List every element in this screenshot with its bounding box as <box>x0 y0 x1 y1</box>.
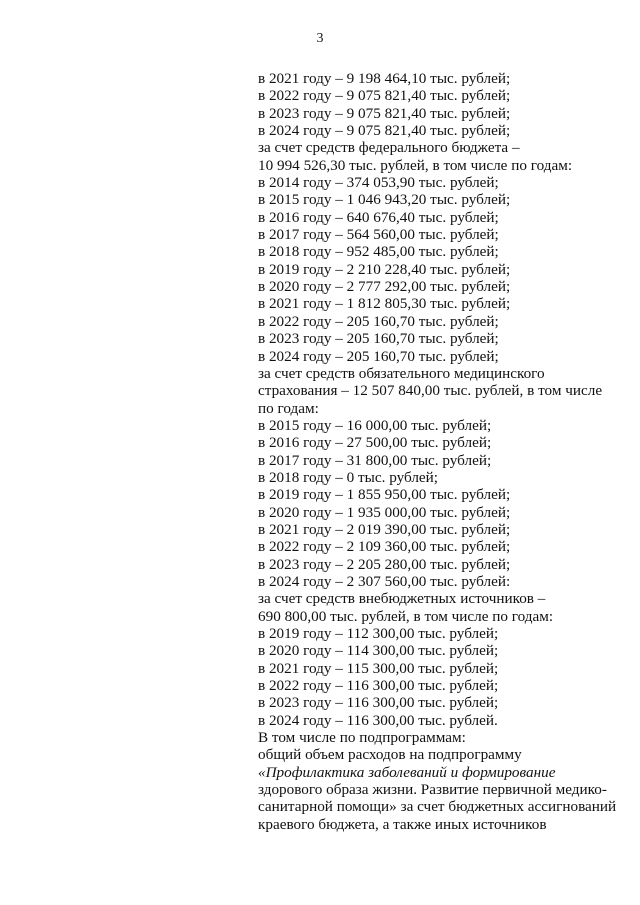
text-line: в 2022 году – 9 075 821,40 тыс. рублей; <box>258 87 511 105</box>
text-line: в 2020 году – 2 777 292,00 тыс. рублей; <box>258 278 511 296</box>
text-line: в 2021 году – 1 812 805,30 тыс. рублей; <box>258 295 511 313</box>
text-line: в 2019 году – 112 300,00 тыс. рублей; <box>258 625 499 642</box>
text-line: в 2018 году – 0 тыс. рублей; <box>258 468 439 486</box>
text-line: в 2015 году – 1 046 943,20 тыс. рублей; <box>258 191 511 209</box>
text-line: в 2021 году – 2 019 390,00 тыс. рублей; <box>258 520 511 538</box>
text-line: в 2017 году – 564 560,00 тыс. рублей; <box>258 226 499 244</box>
text-line: в 2017 году – 31 800,00 тыс. рублей; <box>258 451 492 469</box>
text-line-subprogram-name: «Профилактика заболеваний и формирование <box>258 763 556 781</box>
text-line: общий объем расходов на подпрограмму <box>258 746 522 764</box>
text-line: в 2016 году – 27 500,00 тыс. рублей; <box>258 434 492 452</box>
text-line: за счет средств обязательного медицинского <box>258 364 545 382</box>
text-line: 690 800,00 тыс. рублей, в том числе по годам: <box>258 607 554 625</box>
text-line: в 2015 году – 16 000,00 тыс. рублей; <box>258 416 492 434</box>
text-line: в 2022 году – 116 300,00 тыс. рублей; <box>258 677 499 695</box>
text-line: за счет средств внебюджетных источников – <box>258 590 546 608</box>
text-line: в 2020 году – 114 300,00 тыс. рублей; <box>258 642 499 660</box>
text-line: в 2022 году – 205 160,70 тыс. рублей; <box>258 312 499 330</box>
text-line: санитарной помощи» за счет бюджетных ассигнований <box>258 798 617 816</box>
text-line: краевого бюджета, а также иных источников <box>258 815 547 833</box>
text-line: в 2024 году – 116 300,00 тыс. рублей. <box>258 711 498 729</box>
document-body <box>258 70 618 833</box>
text-line: в 2021 году – 115 300,00 тыс. рублей; <box>258 659 499 677</box>
text-line: здорового образа жизни. Развитие первичной медико- <box>258 781 607 799</box>
text-line: по годам: <box>258 399 319 417</box>
text-line: в 2024 году – 9 075 821,40 тыс. рублей; <box>258 122 511 140</box>
text-line: В том числе по подпрограммам: <box>258 729 466 747</box>
text-line: в 2021 году – 9 198 464,10 тыс. рублей; <box>258 70 511 87</box>
text-line: в 2023 году – 116 300,00 тыс. рублей; <box>258 694 499 712</box>
text-line: 10 994 526,30 тыс. рублей, в том числе по годам: <box>258 156 573 174</box>
text-line: в 2019 году – 1 855 950,00 тыс. рублей; <box>258 486 511 504</box>
text-line: в 2016 году – 640 676,40 тыс. рублей; <box>258 208 499 226</box>
text-line: в 2023 году – 9 075 821,40 тыс. рублей; <box>258 104 511 122</box>
text-line: в 2022 году – 2 109 360,00 тыс. рублей; <box>258 538 511 556</box>
text-line: в 2014 году – 374 053,90 тыс. рублей; <box>258 174 499 192</box>
text-line: страхования – 12 507 840,00 тыс. рублей, в том числе <box>258 382 603 400</box>
text-line: в 2024 году – 2 307 560,00 тыс. рублей: <box>258 572 511 590</box>
page-number: 3 <box>316 31 324 46</box>
text-line: в 2023 году – 2 205 280,00 тыс. рублей; <box>258 555 511 573</box>
text-line: в 2018 году – 952 485,00 тыс. рублей; <box>258 243 499 261</box>
text-line: в 2023 году – 205 160,70 тыс. рублей; <box>258 330 499 348</box>
text-line: за счет средств федерального бюджета – <box>258 139 520 157</box>
text-line: в 2024 году – 205 160,70 тыс. рублей; <box>258 347 499 365</box>
text-line: в 2020 году – 1 935 000,00 тыс. рублей; <box>258 503 511 521</box>
text-line: в 2019 году – 2 210 228,40 тыс. рублей; <box>258 260 511 278</box>
